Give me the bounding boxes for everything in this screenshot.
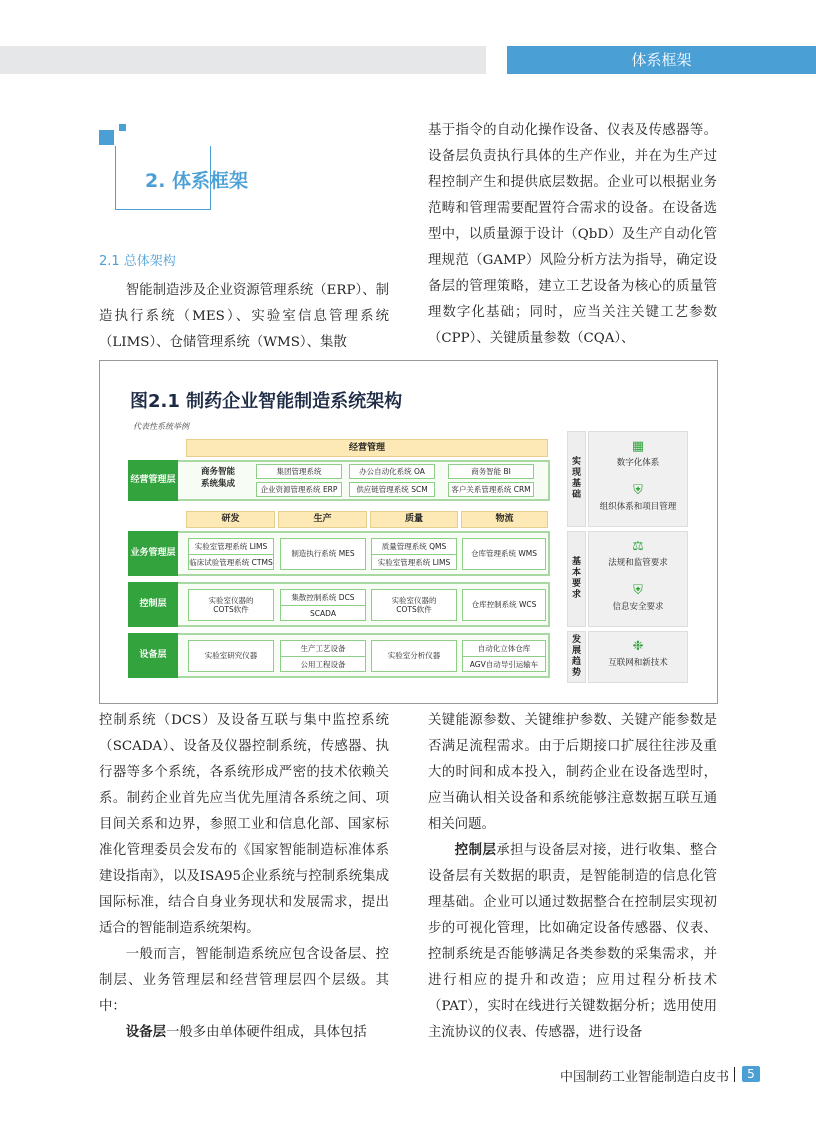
- side-panel-foundation: [588, 431, 688, 527]
- system-box: 集团管理系统: [256, 464, 342, 479]
- subsection-title: 2.1 总体架构: [99, 254, 176, 269]
- side-label-trends: 发展趋势: [567, 631, 586, 683]
- side-panel-requirements: [588, 531, 688, 627]
- system-box: 自动化立体仓库 AGV自动导引运输车: [462, 640, 546, 672]
- paragraph: 基于指令的自动化操作设备、仪表及传感器等。设备层负责执行具体的生产作业，并在为生产过程控制产生和提供底层数据。企业可以根据业务范畴和管理需要配置符合需求的设备。在设备选型中，以质量源于设计（QbD）及生产自动化管理规范（GAMP）风险分析方法为指导，确定设备层的管理策略，建立工艺设备为核心的质量管理数字化基础；同时，应当关注关键工艺参数（CPP）、关键质量参数（CQA）、: [428, 123, 717, 346]
- paragraph: 控制系统（DCS）及设备互联与集中监控系统（SCADA）、设备及仪器控制系统，传感器、执行器等多个系统，各系统形成严密的技术依赖关系。制药企业首先应当优先厘清各系统之间、项目间关系和边界，参照工业和信息化部、国家标准化管理委员会发布的《国家智能制造标准体系建设指南》，以及ISA95企业系统与控制系统集成国际标准，结合自身业务现状和发展需求，提出适合的智能制造系统架构。: [99, 713, 389, 936]
- digital-icon: ▦: [631, 439, 645, 454]
- paragraph: 设备层一般多由单体硬件组成，具体包括: [125, 1025, 367, 1040]
- figure-subtitle: 代表性系统举例: [133, 422, 189, 431]
- gavel-icon: ⚖: [632, 539, 644, 554]
- footer-separator: [734, 1067, 735, 1082]
- left-top-column: [99, 278, 389, 356]
- paragraph: 控制层承担与设备层对接，进行收集、整合设备层有关数据的职责，是智能制造的信息化管理基础。企业可以通过数据整合在控制层实现初步的可视化管理，比如确定设备传感器、仪表、控制系统是否能够满足各类参数的采集需求，并进行相应的提升和改造；应用过程分析技术（PAT），实时在线进行关键数据分析；选用使用主流协议的仪表、传感器，进行设备: [428, 843, 717, 1040]
- side-label-requirements: 基本要求: [567, 531, 586, 627]
- shield-icon: ⛨: [633, 483, 643, 498]
- right-top-column: [428, 118, 717, 352]
- deco-square: [99, 130, 114, 145]
- paragraph: 关键能源参数、关键维护参数、关键产能参数是否满足流程需求。由于后期接口扩展往往涉及重大的时间和成本投入，制药企业在设备选型时，应当确认相关设备和系统能够注意数据互联互通相关问题。: [428, 713, 717, 832]
- shield-icon: ⛨: [633, 583, 643, 598]
- system-box: 实验室仪器的 COTS软件: [371, 589, 457, 621]
- system-box: 商务智能 BI: [448, 464, 534, 479]
- system-box: 质量管理系统 QMS 实验室管理系统 LIMS: [371, 538, 457, 570]
- deco-square-small: [119, 124, 126, 131]
- term-control-layer: 控制层: [454, 843, 497, 858]
- system-box: 供应链管理系统 SCM: [349, 482, 435, 497]
- system-box: 企业资源管理系统 ERP: [256, 482, 342, 497]
- footer-book-title: 中国制药工业智能制造白皮书: [560, 1070, 730, 1085]
- system-box: 生产工艺设备 公用工程设备: [280, 640, 366, 672]
- system-box: 实验室分析仪器: [371, 640, 457, 672]
- system-box: 实验室仪器的 COTS软件: [188, 589, 274, 621]
- architecture-figure: [99, 360, 718, 704]
- header-quality: 质量: [370, 511, 458, 528]
- system-box: 制造执行系统 MES: [280, 538, 366, 570]
- system-box: 仓库控制系统 WCS: [462, 589, 546, 621]
- side-item: ⚖ 法规和监管要求: [589, 540, 687, 568]
- header-production: 生产: [278, 511, 367, 528]
- paragraph: 一般而言，智能制造系统应包含设备层、控制层、业务管理层和经营管理层四个层级。其中：: [99, 947, 389, 1014]
- side-item: ⛨ 信息安全要求: [589, 584, 687, 612]
- right-bottom-column: [428, 708, 717, 1046]
- system-box: 实验室管理系统 LIMS 临床试验管理系统 CTMS: [188, 538, 274, 570]
- page-number: 5: [742, 1066, 760, 1082]
- system-box: 办公自动化系统 OA: [349, 464, 435, 479]
- term-device-layer: 设备层: [125, 1025, 166, 1040]
- device-layer-name: 设备层: [128, 633, 178, 678]
- side-item: ▦ 数字化体系: [589, 440, 687, 468]
- system-box: 实验室研究仪器: [188, 640, 274, 672]
- operation-bar: 经营管理: [186, 439, 548, 457]
- header-rd: 研发: [186, 511, 275, 528]
- side-panel-trends: [588, 631, 688, 683]
- header-bar: [0, 46, 486, 74]
- section-title: 2. 体系框架: [145, 170, 249, 192]
- operation-layer-name: 经营管理层: [128, 460, 178, 501]
- system-box: 仓库管理系统 WMS: [462, 538, 546, 570]
- side-item: ❉ 互联网和新技术: [589, 640, 687, 668]
- system-box: 客户关系管理系统 CRM: [448, 482, 534, 497]
- system-box: 集散控制系统 DCS SCADA: [280, 589, 366, 621]
- paragraph: 智能制造涉及企业资源管理系统（ERP）、制造执行系统（MES）、实验室信息管理系统（LIMS）、仓储管理系统（WMS）、集散: [99, 283, 389, 350]
- header-logistics: 物流: [461, 511, 548, 528]
- business-layer-name: 业务管理层: [128, 531, 178, 576]
- bi-integration-label: 商务智能 系统集成: [200, 467, 235, 490]
- left-bottom-column: [99, 708, 389, 1046]
- side-label-foundation: 实现基础: [567, 431, 586, 527]
- side-item: ⛨ 组织体系和项目管理: [589, 484, 687, 512]
- figure-title: 图2.1 制药企业智能制造系统架构: [130, 391, 403, 412]
- section-tab: 体系框架: [507, 46, 816, 74]
- control-layer-name: 控制层: [128, 582, 178, 627]
- network-icon: ❉: [632, 639, 644, 654]
